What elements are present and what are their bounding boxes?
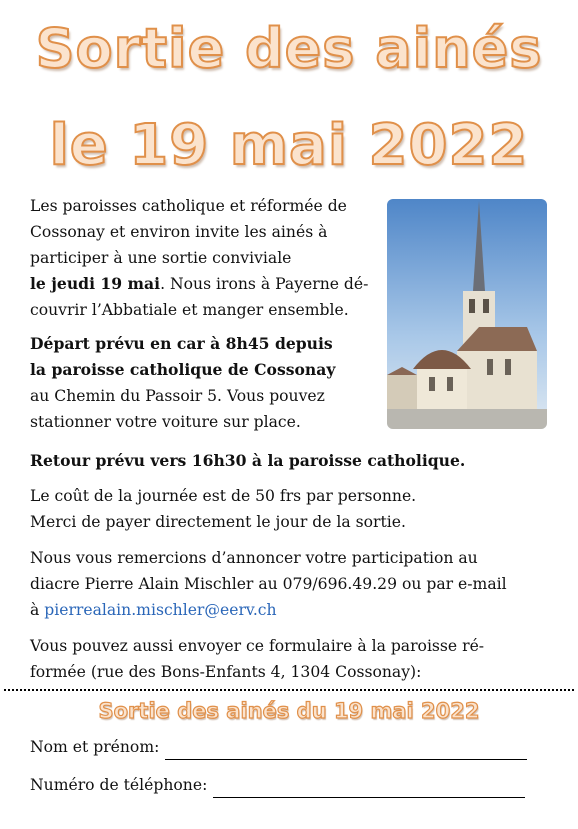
intro-paragraph — [30, 193, 368, 323]
phone-field[interactable] — [30, 772, 525, 798]
intro-line: Les paroisses catholique et réformée de — [30, 197, 347, 215]
name-label: Nom et prénom: — [30, 738, 160, 756]
form-instructions-line: formée (rue des Bons-Enfants 4, 1304 Cossonay): — [30, 663, 422, 681]
intro-line — [30, 271, 368, 297]
departure-line: au Chemin du Passoir 5. Vous pouvez — [30, 387, 325, 405]
contact-prefix: à — [30, 601, 45, 619]
form-instructions — [30, 633, 484, 685]
form-instructions-line: Vous pouvez aussi envoyer ce formulaire à la paroisse ré- — [30, 637, 485, 655]
intro-line: Cossonay et environ invite les ainés à — [30, 223, 328, 241]
form-title: Sortie des ainés du 19 mai 2022 — [98, 699, 480, 723]
name-field[interactable] — [30, 734, 527, 760]
intro-line: participer à une sortie conviviale — [30, 249, 292, 267]
name-blank-line[interactable] — [165, 741, 527, 760]
church-photo — [387, 199, 547, 429]
contact-paragraph — [30, 545, 507, 623]
departure-line: stationner votre voiture sur place. — [30, 413, 301, 431]
departure-line-bold: Départ prévu en car à 8h45 depuis — [30, 334, 333, 353]
cost-line: Le coût de la journée est de 50 frs par personne. — [30, 487, 417, 505]
return-paragraph — [30, 448, 465, 474]
email-link[interactable]: pierrealain.mischler@eerv.ch — [44, 601, 277, 619]
intro-line: couvrir l’Abbatiale et manger ensemble. — [30, 301, 349, 319]
cut-line-divider — [4, 689, 574, 691]
contact-line: diacre Pierre Alain Mischler au 079/696.49.29 ou par e-mail — [30, 575, 507, 593]
cost-paragraph — [30, 483, 416, 535]
page-title: Sortie des ainés — [35, 17, 543, 80]
intro-line-rest: . Nous irons à Payerne dé- — [160, 275, 369, 293]
intro-date-bold: le jeudi 19 mai — [30, 274, 161, 293]
contact-line — [30, 597, 507, 623]
cost-line: Merci de payer directement le jour de la sortie. — [30, 513, 406, 531]
phone-label: Numéro de téléphone: — [30, 776, 208, 794]
page-subtitle-date: le 19 mai 2022 — [49, 113, 529, 178]
contact-line: Nous vous remercions d’annoncer votre participation au — [30, 549, 478, 567]
church-icon — [387, 199, 547, 429]
return-text: Retour prévu vers 16h30 à la paroisse catholique. — [30, 451, 466, 470]
departure-paragraph — [30, 331, 335, 435]
phone-blank-line[interactable] — [213, 779, 525, 798]
departure-line-bold: la paroisse catholique de Cossonay — [30, 360, 336, 379]
